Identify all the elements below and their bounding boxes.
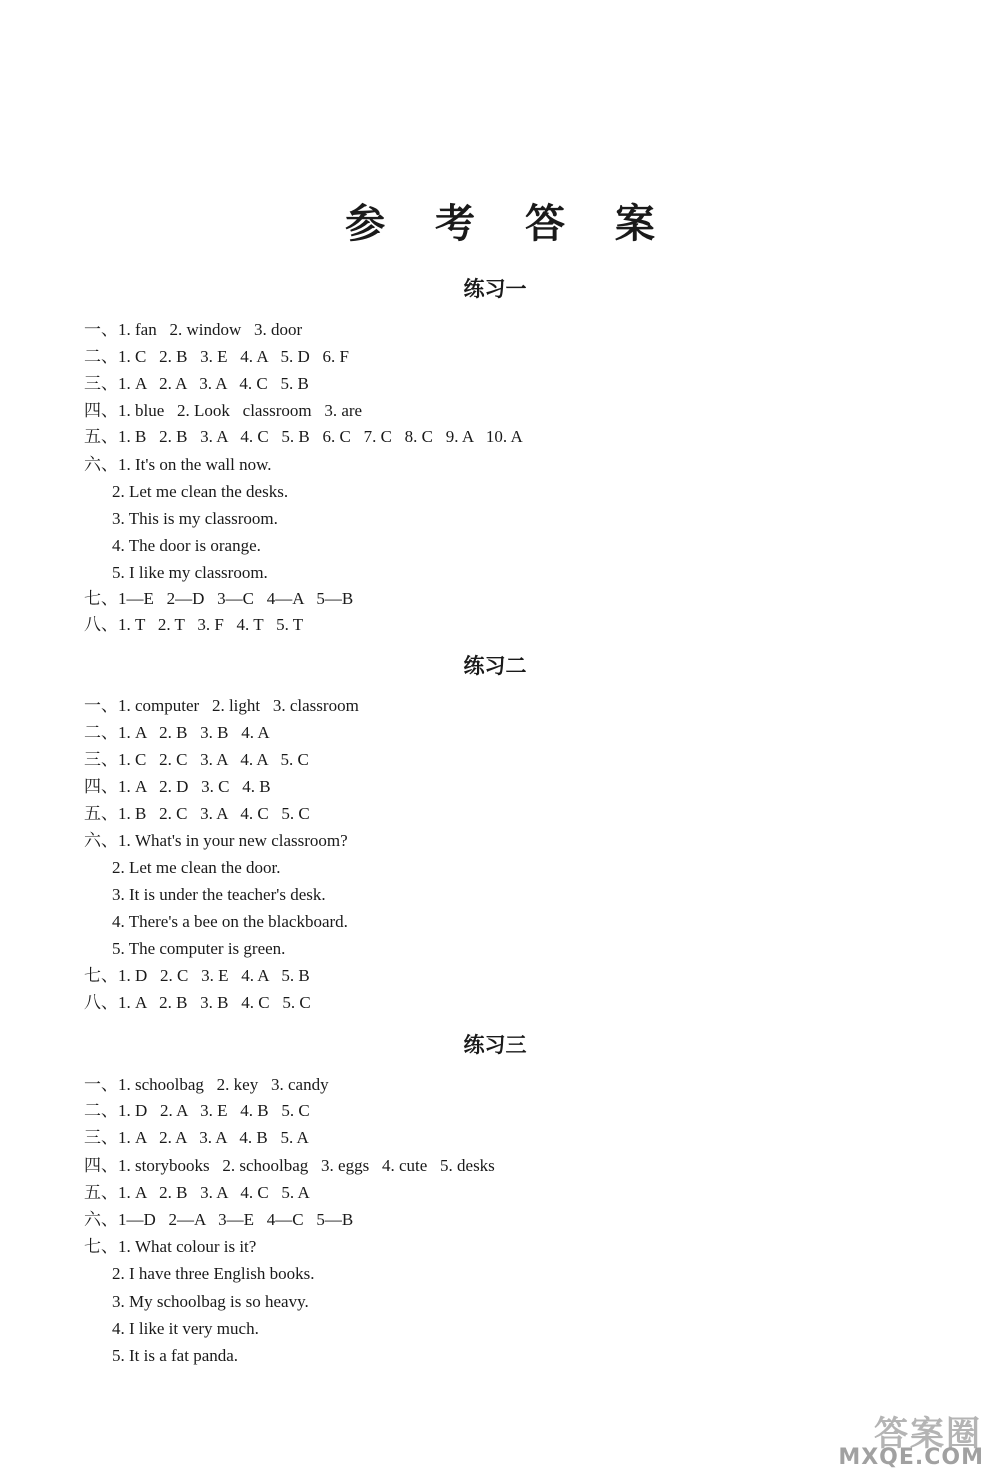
answer-line: 三、1. A 2. A 3. A 4. B 5. A [84, 1128, 309, 1147]
answer-line: 5. I like my classroom. [112, 563, 268, 582]
answer-line: 二、1. D 2. A 3. E 4. B 5. C [84, 1101, 310, 1120]
section-heading-2: 练习二 [463, 654, 527, 678]
answer-line: 3. It is under the teacher's desk. [112, 885, 326, 904]
answer-line: 六、1. What's in your new classroom? [84, 831, 348, 850]
answer-line: 一、1. schoolbag 2. key 3. candy [84, 1075, 329, 1094]
answer-line: 六、1. It's on the wall now. [84, 455, 272, 474]
answer-line: 七、1. D 2. C 3. E 4. A 5. B [84, 966, 310, 985]
answer-line: 八、1. A 2. B 3. B 4. C 5. C [84, 993, 311, 1012]
section-heading-1: 练习一 [463, 277, 527, 301]
answer-line: 3. This is my classroom. [112, 509, 278, 528]
answer-line: 2. Let me clean the door. [112, 858, 281, 877]
answer-line: 三、1. A 2. A 3. A 4. C 5. B [84, 374, 309, 393]
section-heading-3: 练习三 [463, 1033, 527, 1057]
answer-line: 一、1. computer 2. light 3. classroom [84, 696, 359, 715]
answer-line: 二、1. C 2. B 3. E 4. A 5. D 6. F [84, 347, 349, 366]
answer-line: 七、1. What colour is it? [84, 1237, 257, 1256]
answer-line: 4. The door is orange. [112, 536, 261, 555]
answer-line: 六、1—D 2—A 3—E 4—C 5—B [84, 1210, 354, 1229]
answer-line: 五、1. B 2. B 3. A 4. C 5. B 6. C 7. C 8. C 9. A 10. A [84, 427, 523, 446]
page-title: 参 考 答 案 [345, 200, 673, 247]
answer-line: 3. My schoolbag is so heavy. [112, 1292, 309, 1311]
answer-line: 一、1. fan 2. window 3. door [84, 320, 303, 339]
answer-line: 四、1. A 2. D 3. C 4. B [84, 777, 271, 796]
answer-line: 四、1. storybooks 2. schoolbag 3. eggs 4. cute 5. desks [84, 1156, 495, 1175]
answer-line: 5. The computer is green. [112, 939, 286, 958]
watermark [830, 1404, 990, 1474]
answer-line: 4. I like it very much. [112, 1319, 259, 1338]
answer-line: 四、1. blue 2. Look classroom 3. are [84, 401, 363, 420]
answer-line: 二、1. A 2. B 3. B 4. A [84, 723, 270, 742]
watermark-text: MXQE.COM [838, 1445, 984, 1470]
answer-line: 七、1—E 2—D 3—C 4—A 5—B [84, 589, 354, 608]
answer-line: 五、1. A 2. B 3. A 4. C 5. A [84, 1183, 310, 1202]
watermark-logo: 答案圈 [874, 1414, 982, 1454]
answer-line: 4. There's a bee on the blackboard. [112, 912, 348, 931]
answer-line: 八、1. T 2. T 3. F 4. T 5. T [84, 615, 304, 634]
answer-line: 五、1. B 2. C 3. A 4. C 5. C [84, 804, 310, 823]
answer-line: 三、1. C 2. C 3. A 4. A 5. C [84, 750, 309, 769]
answer-line: 2. Let me clean the desks. [112, 482, 289, 501]
answer-line: 2. I have three English books. [112, 1264, 315, 1283]
answer-line: 5. It is a fat panda. [112, 1346, 239, 1365]
